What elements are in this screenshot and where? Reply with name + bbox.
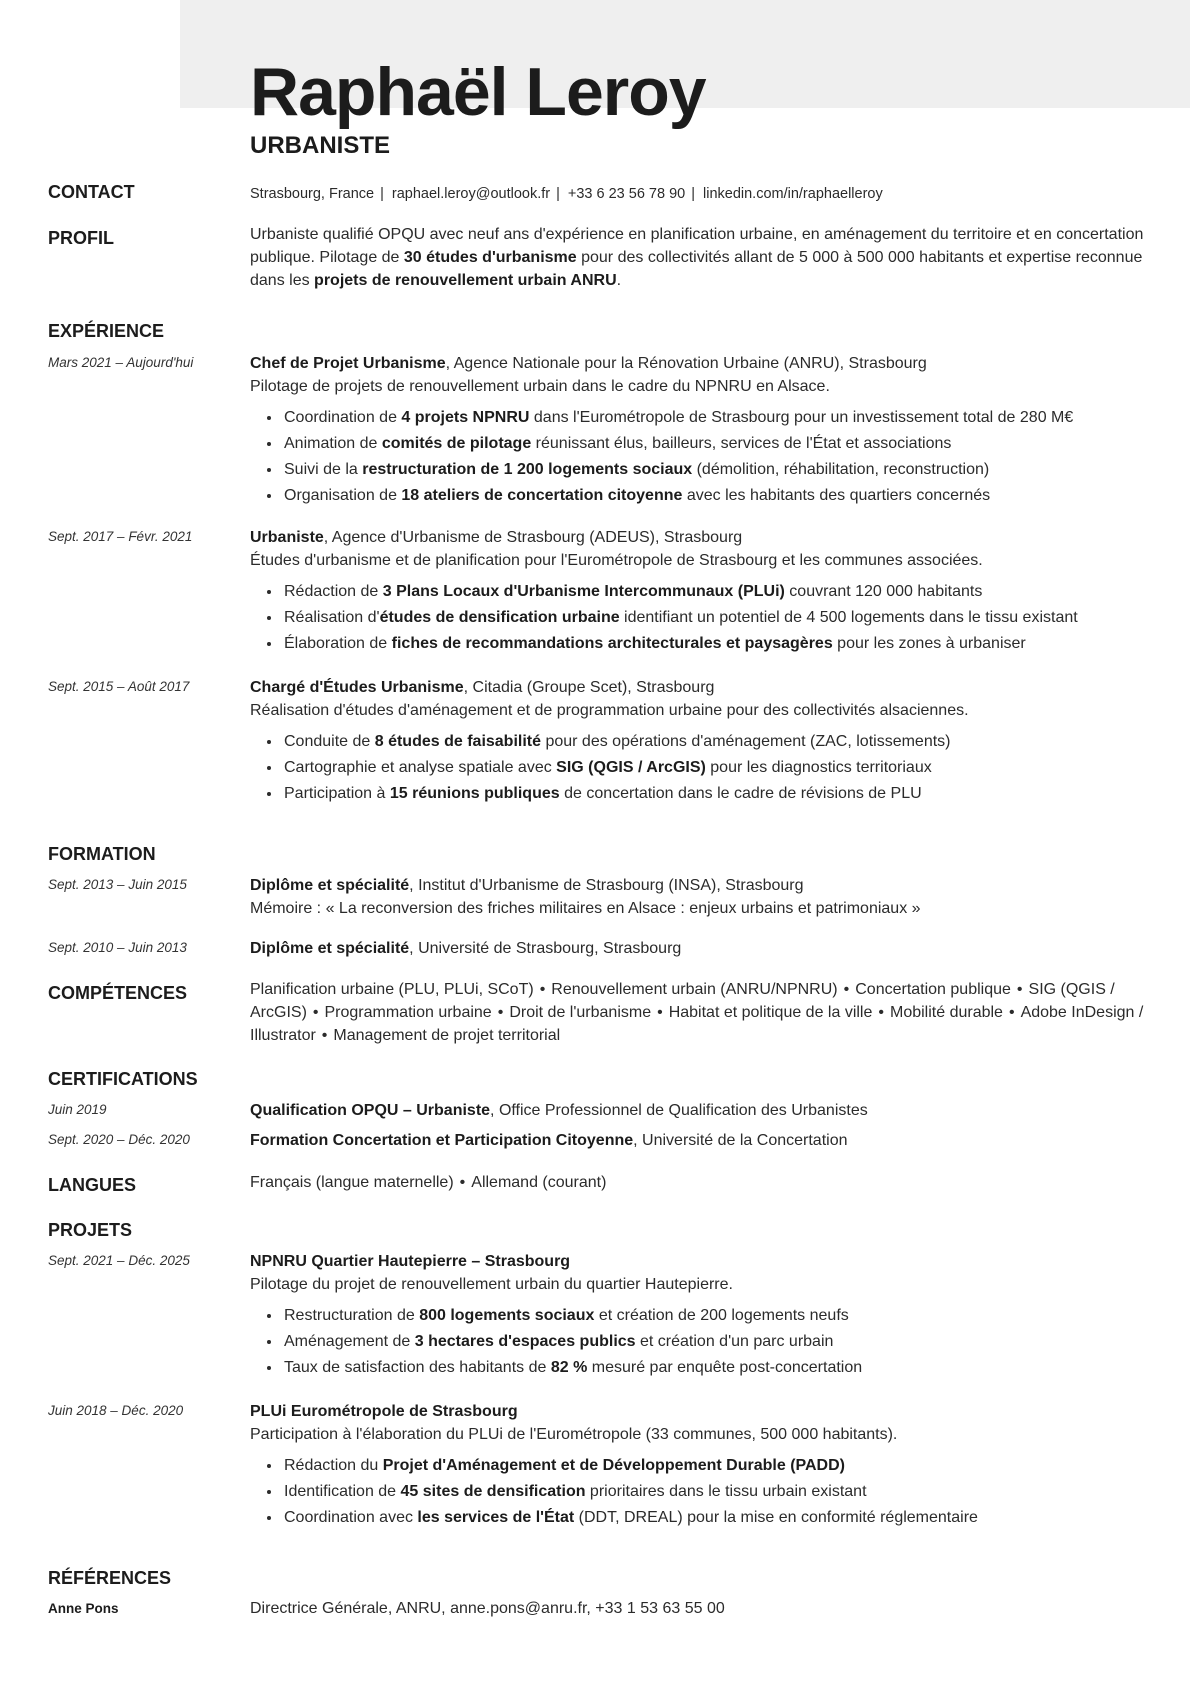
text-segment: prioritaires dans le tissu urbain existant <box>585 1483 867 1500</box>
text-segment: Rédaction de <box>284 583 383 600</box>
skill-item: Management de projet territorial <box>333 1027 561 1044</box>
text-segment: Identification de <box>284 1483 401 1500</box>
highlight-text: 3 hectares d'espaces publics <box>414 1333 636 1350</box>
contact-separator: | <box>691 186 695 202</box>
language-item: Allemand (courant) <box>471 1174 607 1191</box>
project-bullets <box>250 1303 1145 1381</box>
bullet-separator <box>872 1004 890 1021</box>
text-segment: Conduite de <box>284 733 375 750</box>
highlight-text: 800 logements sociaux <box>419 1307 595 1324</box>
certification-entry <box>250 1099 1145 1122</box>
contact-separator: | <box>556 186 560 202</box>
text-segment: (DDT, DREAL) pour la mise en conformité réglementaire <box>574 1509 978 1526</box>
bullet-separator <box>838 981 856 998</box>
section-heading-languages: LANGUES <box>48 1175 137 1195</box>
contact-phone[interactable]: +33 6 23 56 78 90 <box>567 186 686 202</box>
bullet-item <box>282 1479 1145 1505</box>
highlight-text: 30 études d'urbanisme <box>403 249 577 266</box>
experience-date: Sept. 2015 – Août 2017 <box>48 679 190 694</box>
bullet-separator <box>534 981 552 998</box>
highlight-text: études de densification urbaine <box>379 609 620 626</box>
candidate-role: URBANISTE <box>250 132 391 159</box>
bullet-item <box>282 755 1145 781</box>
text-segment: Élaboration de <box>284 635 392 652</box>
skill-item: Habitat et politique de la ville <box>668 1004 873 1021</box>
education-entry <box>250 937 1145 960</box>
skill-item: SIG (QGIS / ArcGIS) <box>250 981 1115 1021</box>
certification-org: , Office Professionnel de Qualification des Urbanistes <box>490 1102 868 1119</box>
education-date: Sept. 2010 – Juin 2013 <box>48 940 187 955</box>
certification-date: Juin 2019 <box>48 1102 107 1117</box>
project-title: NPNRU Quartier Hautepierre – Strasbourg <box>250 1253 571 1270</box>
text-segment: Rédaction du <box>284 1457 383 1474</box>
experience-heading <box>250 676 1145 699</box>
text-segment: . <box>616 272 622 289</box>
text-segment: Coordination de <box>284 409 402 426</box>
bullet-item <box>282 781 1145 807</box>
bullet-separator <box>316 1027 334 1044</box>
skill-item: Adobe InDesign / Illustrator <box>250 1004 1144 1044</box>
text-segment: Restructuration de <box>284 1307 420 1324</box>
candidate-name: Raphaël Leroy <box>250 54 706 130</box>
job-title: Chef de Projet Urbanisme <box>250 355 446 372</box>
text-segment: pour des opérations d'aménagement (ZAC, lotissements) <box>541 733 951 750</box>
highlight-text: les services de l'État <box>417 1509 575 1526</box>
text-segment: Suivi de la <box>284 461 363 478</box>
highlight-text: projets de renouvellement urbain ANRU <box>314 272 617 289</box>
project-description: Participation à l'élaboration du PLUi de l'Eurométropole (33 communes, 500 000 habitants). <box>250 1426 898 1443</box>
profile-text <box>250 223 1145 292</box>
contact-separator: | <box>380 186 384 202</box>
text-segment: dans l'Eurométropole de Strasbourg pour un investissement total de 280 M€ <box>529 409 1074 426</box>
project-entry <box>250 1400 1145 1531</box>
skills-text <box>250 978 1145 1047</box>
education-date: Sept. 2013 – Juin 2015 <box>48 877 187 892</box>
highlight-text: Projet d'Aménagement et de Développement Durable (PADD) <box>382 1457 845 1474</box>
bullet-item <box>282 631 1145 657</box>
contact-line <box>250 184 1145 204</box>
bullet-item <box>282 1329 1145 1355</box>
project-date: Sept. 2021 – Déc. 2025 <box>48 1253 190 1268</box>
section-heading-certifications: CERTIFICATIONS <box>48 1069 198 1089</box>
skill-item: Droit de l'urbanisme <box>509 1004 652 1021</box>
project-bullets <box>250 1453 1145 1531</box>
skill-item: Programmation urbaine <box>324 1004 492 1021</box>
skill-item: Planification urbaine (PLU, PLUi, SCoT) <box>250 981 534 998</box>
highlight-text: SIG (QGIS / ArcGIS) <box>556 759 706 776</box>
project-description: Pilotage du projet de renouvellement urbain du quartier Hautepierre. <box>250 1276 733 1293</box>
bullet-item <box>282 579 1145 605</box>
bullet-item <box>282 605 1145 631</box>
text-segment: Participation à <box>284 785 390 802</box>
text-segment: Taux de satisfaction des habitants de <box>284 1359 551 1376</box>
job-description: Études d'urbanisme et de planification pour l'Eurométropole de Strasbourg et les communes associées. <box>250 552 983 569</box>
section-heading-projects: PROJETS <box>48 1220 133 1240</box>
certification-org: , Université de la Concertation <box>633 1132 848 1149</box>
languages-list <box>250 1171 1145 1194</box>
project-date: Juin 2018 – Déc. 2020 <box>48 1403 184 1418</box>
degree-title: Diplôme et spécialité <box>250 877 410 894</box>
project-entry <box>250 1250 1145 1381</box>
text-segment: Réalisation d' <box>284 609 380 626</box>
text-segment: de concertation dans le cadre de révisions de PLU <box>559 785 922 802</box>
profile-summary <box>250 223 1145 292</box>
job-bullets <box>250 729 1145 807</box>
bullet-item <box>282 1355 1145 1381</box>
section-heading-contact: CONTACT <box>48 182 135 202</box>
job-description: Pilotage de projets de renouvellement urbain dans le cadre du NPNRU en Alsace. <box>250 378 830 395</box>
highlight-text: 8 études de faisabilité <box>374 733 542 750</box>
language-item: Français (langue maternelle) <box>250 1174 454 1191</box>
text-segment: pour les diagnostics territoriaux <box>705 759 932 776</box>
highlight-text: 82 % <box>550 1359 588 1376</box>
certification-title: Formation Concertation et Participation Citoyenne <box>250 1132 634 1149</box>
highlight-text: 18 ateliers de concertation citoyenne <box>401 487 683 504</box>
bullet-separator <box>307 1004 325 1021</box>
job-org: , Agence Nationale pour la Rénovation Urbaine (ANRU), Strasbourg <box>445 355 927 372</box>
education-heading <box>250 874 1145 897</box>
highlight-text: restructuration de 1 200 logements sociaux <box>362 461 693 478</box>
text-segment: Urbaniste qualifié OPQU avec neuf ans d'expérience en planification urbaine, en aménagement du territoire et en concertation publique. Pilotage de <box>250 226 1144 266</box>
text-segment: Coordination avec <box>284 1509 418 1526</box>
degree-school: , Université de Strasbourg, Strasbourg <box>409 940 682 957</box>
job-description: Réalisation d'études d'aménagement et de programmation urbaine pour des collectivités alsaciennes. <box>250 702 969 719</box>
text-segment: et création d'un parc urbain <box>635 1333 834 1350</box>
text-segment: mesuré par enquête post-concertation <box>587 1359 863 1376</box>
job-bullets <box>250 405 1145 509</box>
job-org: , Agence d'Urbanisme de Strasbourg (ADEUS), Strasbourg <box>323 529 743 546</box>
bullet-item <box>282 431 1145 457</box>
bullet-separator <box>651 1004 669 1021</box>
contact-linkedin-link[interactable]: linkedin.com/in/raphaelleroy <box>703 186 883 202</box>
bullet-item <box>282 405 1145 431</box>
contact-email-link[interactable]: raphael.leroy@outlook.fr <box>391 186 551 202</box>
text-segment: identifiant un potentiel de 4 500 logements dans le tissu existant <box>619 609 1078 626</box>
bullet-separator <box>454 1174 472 1191</box>
skills-list <box>250 978 1145 1047</box>
experience-heading <box>250 526 1145 549</box>
section-heading-profile: PROFIL <box>48 228 114 248</box>
bullet-separator <box>1011 981 1029 998</box>
skill-item: Renouvellement urbain (ANRU/NPNRU) <box>551 981 838 998</box>
job-title: Urbaniste <box>250 529 324 546</box>
section-heading-experience: EXPÉRIENCE <box>48 321 165 341</box>
bullet-separator <box>492 1004 510 1021</box>
text-segment: réunissant élus, bailleurs, services de l'État et associations <box>531 435 952 452</box>
reference-name: Anne Pons <box>48 1601 119 1616</box>
certification-title: Qualification OPQU – Urbaniste <box>250 1102 491 1119</box>
bullet-item <box>282 1303 1145 1329</box>
section-heading-education: FORMATION <box>48 844 156 864</box>
highlight-text: comités de pilotage <box>381 435 532 452</box>
text-segment: pour les zones à urbaniser <box>832 635 1026 652</box>
text-segment: pour des collectivités allant de 5 000 à 500 000 habitants et expertise reconnue dans les <box>250 249 1143 289</box>
text-segment: (démolition, réhabilitation, reconstruction) <box>692 461 990 478</box>
bullet-item <box>282 457 1145 483</box>
experience-entry <box>250 676 1145 807</box>
education-heading <box>250 937 1145 960</box>
experience-heading <box>250 352 1145 375</box>
education-description: Mémoire : « La reconversion des friches militaires en Alsace : enjeux urbains et patrimoniaux » <box>250 900 921 917</box>
skill-item: Mobilité durable <box>890 1004 1003 1021</box>
experience-date: Sept. 2017 – Févr. 2021 <box>48 529 193 544</box>
degree-school: , Institut d'Urbanisme de Strasbourg (INSA), Strasbourg <box>409 877 804 894</box>
bullet-item <box>282 483 1145 509</box>
highlight-text: 45 sites de densification <box>400 1483 586 1500</box>
section-heading-references: RÉFÉRENCES <box>48 1568 172 1588</box>
project-title: PLUi Eurométropole de Strasbourg <box>250 1403 518 1420</box>
bullet-item <box>282 1505 1145 1531</box>
text-segment: et création de 200 logements neufs <box>594 1307 849 1324</box>
experience-entry <box>250 352 1145 509</box>
job-title: Chargé d'Études Urbanisme <box>250 679 464 696</box>
job-org: , Citadia (Groupe Scet), Strasbourg <box>463 679 715 696</box>
skill-item: Concertation publique <box>855 981 1011 998</box>
section-heading-skills: COMPÉTENCES <box>48 983 188 1003</box>
bullet-item <box>282 729 1145 755</box>
degree-title: Diplôme et spécialité <box>250 940 410 957</box>
highlight-text: 4 projets NPNRU <box>401 409 530 426</box>
certification-date: Sept. 2020 – Déc. 2020 <box>48 1132 190 1147</box>
contact-location: Strasbourg, France <box>250 186 375 202</box>
reference-detail[interactable]: Directrice Générale, ANRU, anne.pons@anru.fr, +33 1 53 63 55 00 <box>250 1600 725 1617</box>
text-segment: couvrant 120 000 habitants <box>784 583 983 600</box>
highlight-text: fiches de recommandations architecturales et paysagères <box>391 635 833 652</box>
bullet-item <box>282 1453 1145 1479</box>
certification-entry <box>250 1129 1145 1152</box>
education-entry <box>250 874 1145 920</box>
text-segment: avec les habitants des quartiers concernés <box>682 487 991 504</box>
highlight-text: 15 réunions publiques <box>389 785 560 802</box>
experience-date: Mars 2021 – Aujourd'hui <box>48 355 194 370</box>
text-segment: Animation de <box>284 435 382 452</box>
job-bullets <box>250 579 1145 657</box>
experience-entry <box>250 526 1145 657</box>
bullet-separator <box>1003 1004 1021 1021</box>
text-segment: Organisation de <box>284 487 402 504</box>
text-segment: Aménagement de <box>284 1333 415 1350</box>
highlight-text: 3 Plans Locaux d'Urbanisme Intercommunaux (PLUi) <box>382 583 785 600</box>
text-segment: Cartographie et analyse spatiale avec <box>284 759 557 776</box>
